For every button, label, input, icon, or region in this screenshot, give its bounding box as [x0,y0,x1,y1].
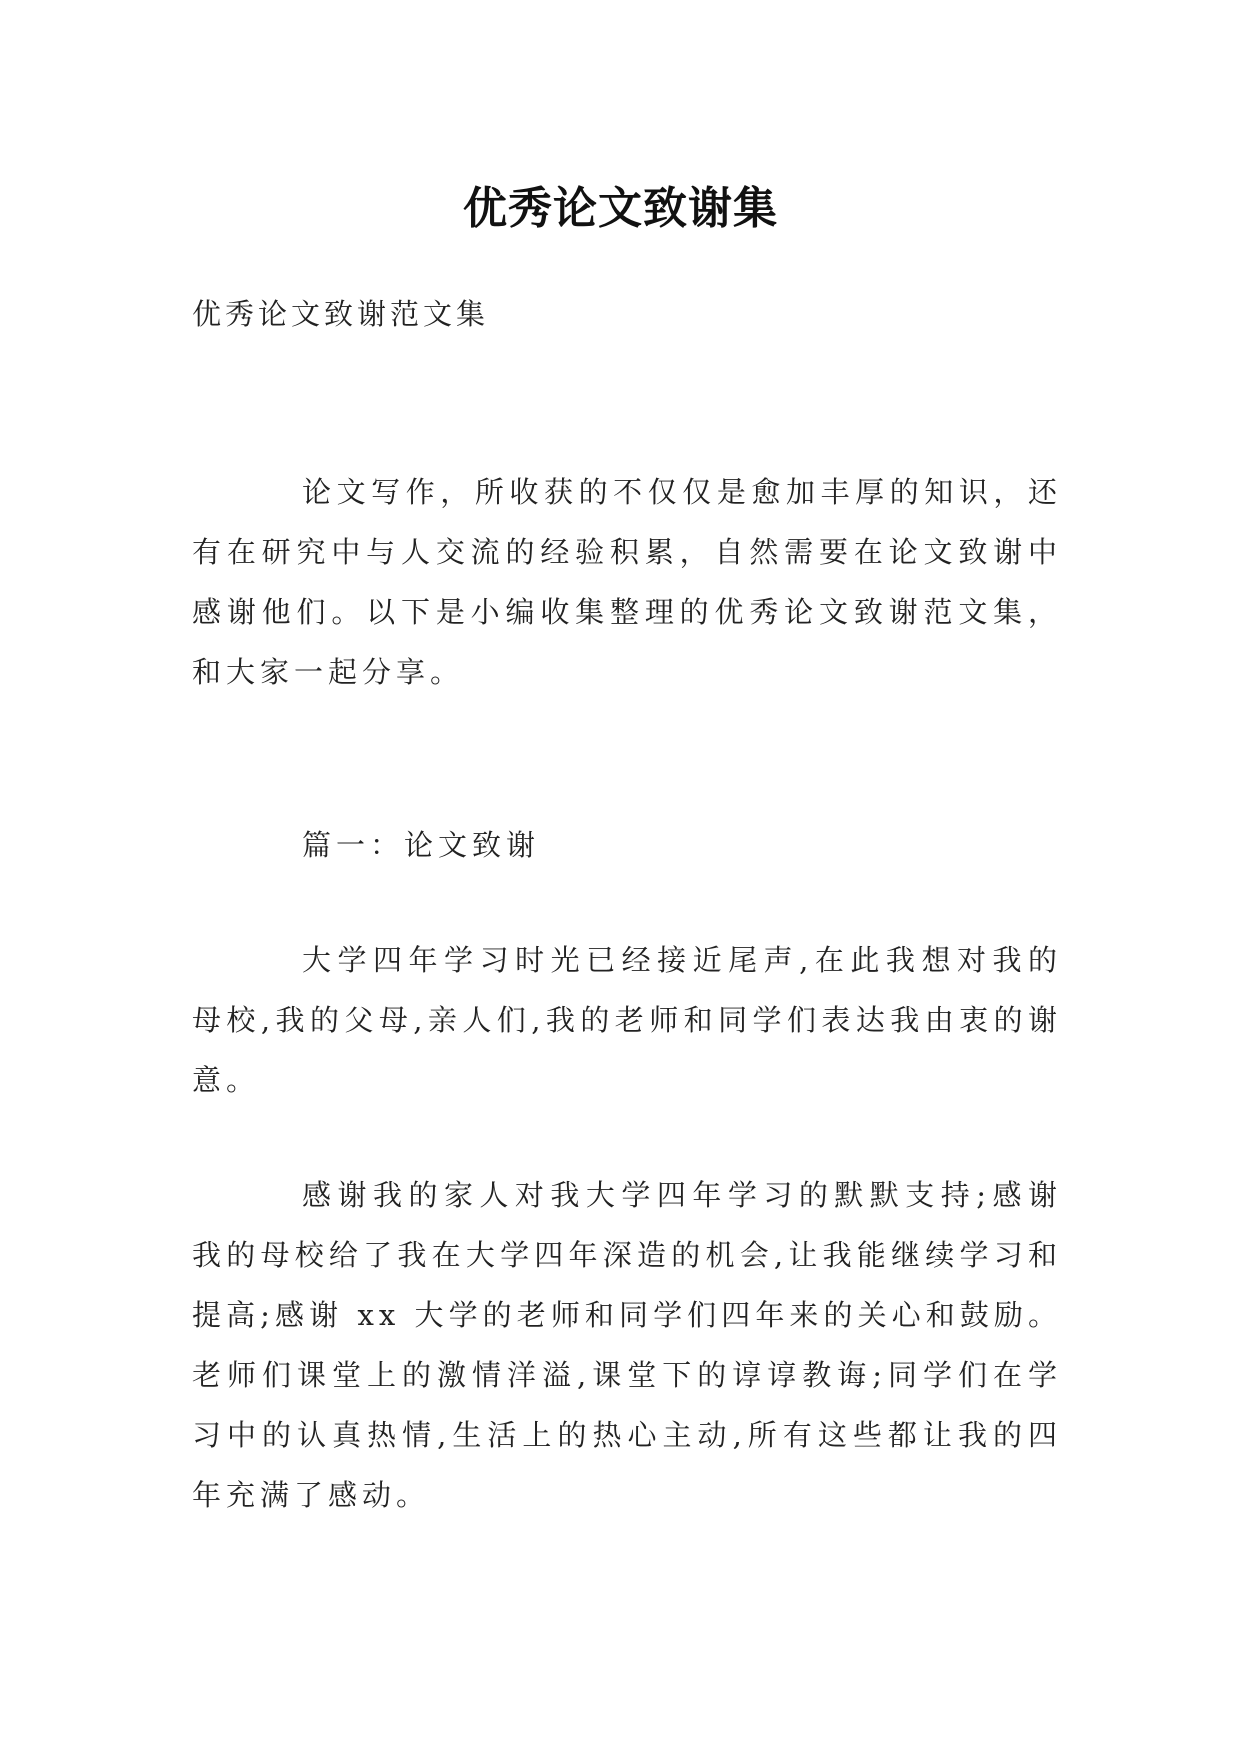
body-paragraph-1: 大学四年学习时光已经接近尾声,在此我想对我的母校,我的父母,亲人们,我的老师和同学们表达我由衷的谢意。 [192,943,1062,1097]
document-title: 优秀论文致谢集 [463,183,778,235]
section-heading: 篇一：论文致谢 [302,828,541,862]
document-subtitle: 优秀论文致谢范文集 [192,297,490,331]
body-paragraph-2: 感谢我的家人对我大学四年学习的默默支持;感谢我的母校给了我在大学四年深造的机会,让我能继续学习和提高;感谢 xx 大学的老师和同学们四年来的关心和鼓励。老师们课堂上的激情洋溢,课堂下的谆谆教诲;同学们在学习中的认真热情,生活上的热心主动,所有这些都让我的四年充满了感动。 [192,1178,1062,1512]
intro-paragraph: 论文写作，所收获的不仅仅是愈加丰厚的知识，还有在研究中与人交流的经验积累，自然需要在论文致谢中感谢他们。以下是小编收集整理的优秀论文致谢范文集，和大家一起分享。 [192,475,1062,689]
